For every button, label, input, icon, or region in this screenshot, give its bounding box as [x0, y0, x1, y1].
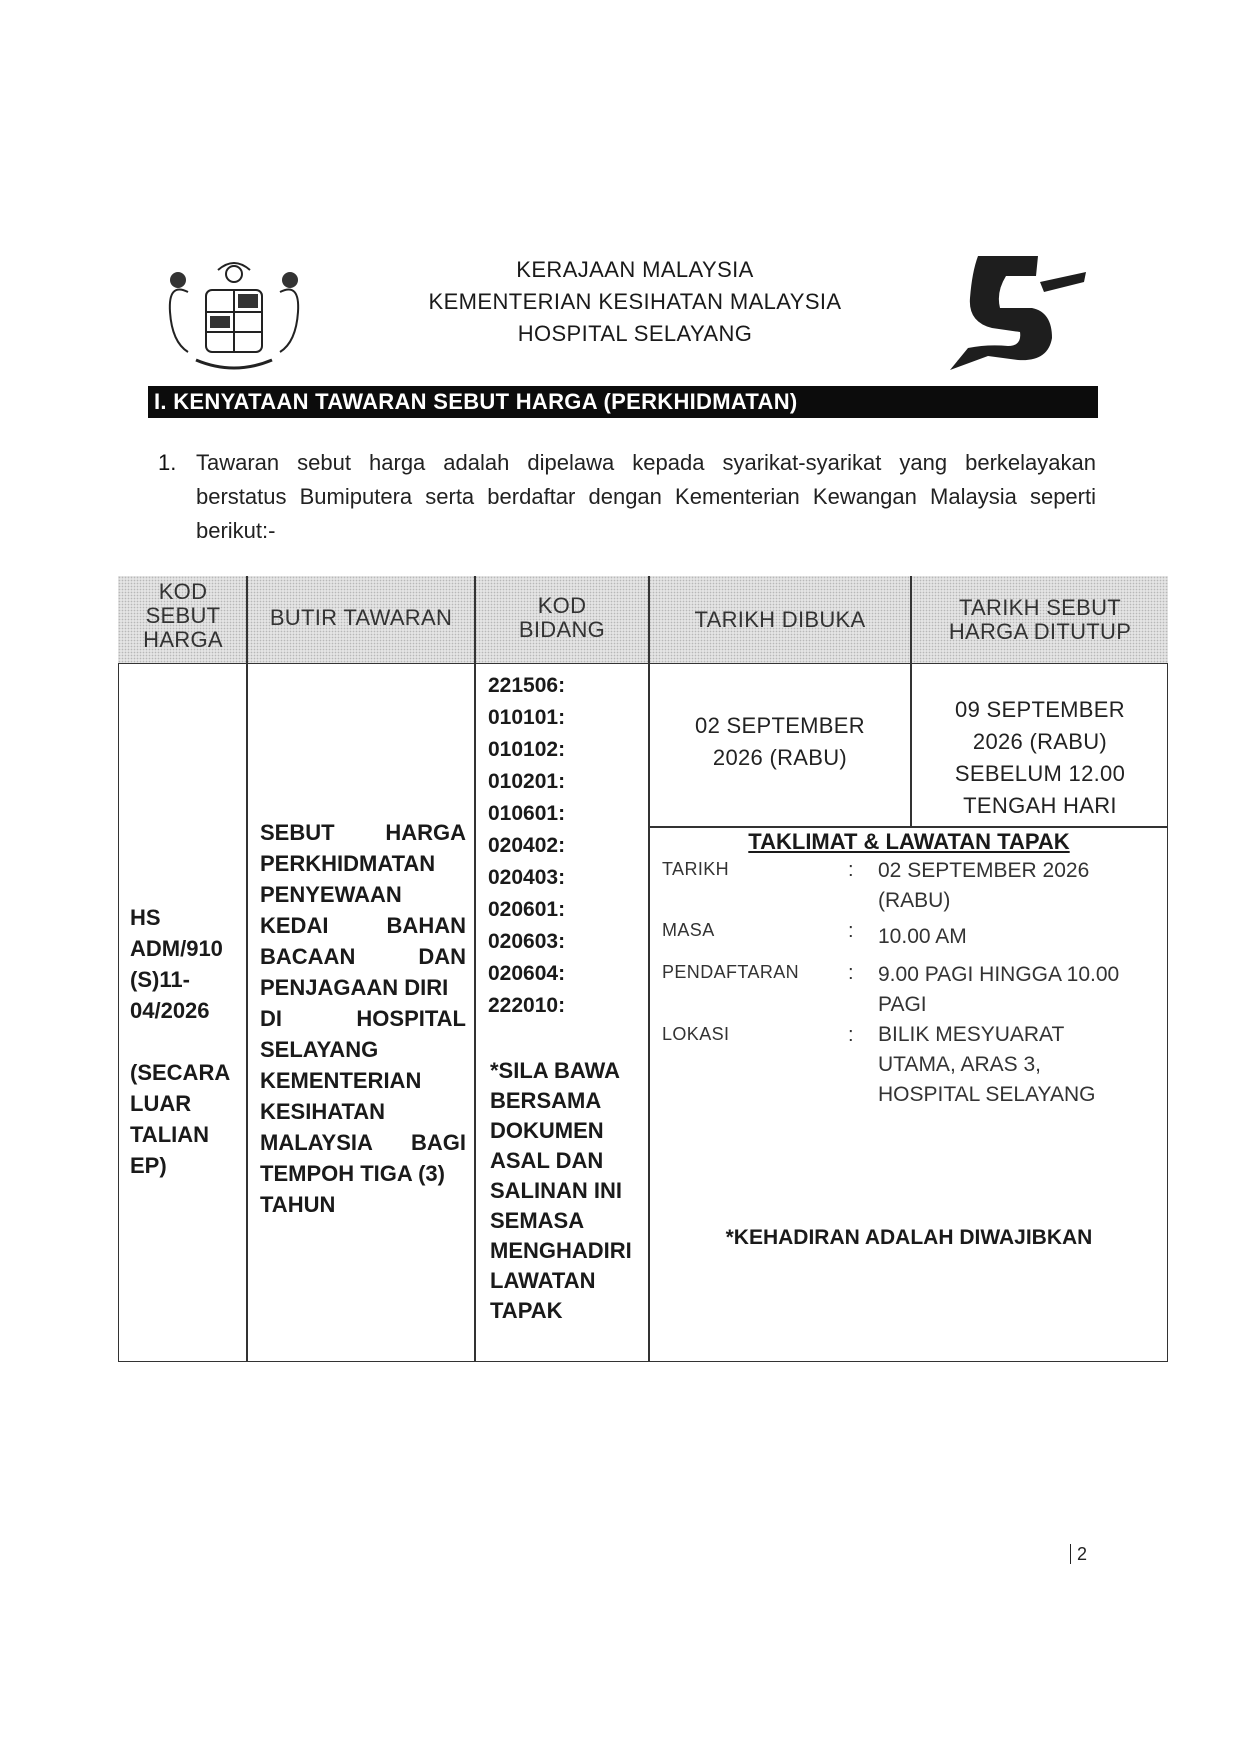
butir-tawaran-word: MALAYSIA [260, 1130, 373, 1155]
taklimat-label-tarikh: TARIKH [662, 859, 730, 879]
butir-tawaran-line [260, 941, 466, 972]
label-colon: : [848, 1024, 854, 1046]
kod-bidang-item: 020402: [488, 834, 566, 857]
note-line: DOKUMEN [490, 1118, 604, 1143]
kod-bidang-item: 221506: [488, 674, 566, 697]
date-line: SEBELUM 12.00 [954, 761, 1126, 786]
butir-tawaran-word: DAN [418, 944, 466, 969]
butir-tawaran-line [260, 1127, 466, 1158]
butir-tawaran-word: TEMPOH TIGA (3) [260, 1161, 445, 1186]
letterhead-line: KEMENTERIAN KESIHATAN MALAYSIA [428, 289, 842, 314]
kod-bidang-item: 010102: [488, 738, 566, 761]
butir-tawaran-word: BAHAN [386, 913, 466, 938]
letterhead-line: HOSPITAL SELAYANG [517, 321, 753, 346]
note-line: MENGHADIRI [490, 1238, 632, 1263]
hospital-selayang-logo [948, 252, 1088, 372]
butir-tawaran-cell [260, 817, 466, 1220]
note-line: BERSAMA [490, 1088, 602, 1113]
butir-tawaran-line [260, 879, 466, 910]
value-line: 02 SEPTEMBER 2026 [878, 859, 1090, 882]
date-line: 02 SEPTEMBER [695, 713, 865, 738]
header-text: SEBUT [145, 603, 221, 628]
taklimat-value-lokasi [878, 1020, 1095, 1110]
note-line: SEMASA [490, 1208, 585, 1233]
note-line: TAPAK [490, 1298, 563, 1323]
cell-line: ADM/910 [130, 936, 223, 961]
butir-tawaran-line [260, 817, 466, 848]
butir-tawaran-line [260, 1034, 466, 1065]
butir-tawaran-word: PENJAGAAN DIRI [260, 975, 449, 1000]
label-colon: : [848, 920, 854, 942]
taklimat-value-pendaftaran [878, 960, 1119, 1020]
header-text: HARGA [143, 627, 223, 652]
butir-tawaran-line [260, 848, 466, 879]
cell-line: (SECARA [130, 1060, 231, 1085]
butir-tawaran-word: BAGI [411, 1130, 466, 1155]
header-text: BUTIR TAWARAN [269, 605, 453, 630]
butir-tawaran-word: KESIHATAN [260, 1099, 386, 1124]
label-colon: : [848, 859, 854, 881]
value-line: UTAMA, ARAS 3, [878, 1053, 1041, 1076]
tarikh-dibuka-cell [650, 710, 910, 774]
cell-line: LUAR [130, 1091, 192, 1116]
date-line: 2026 (RABU) [712, 745, 848, 770]
taklimat-label-lokasi: LOKASI [662, 1024, 730, 1044]
taklimat-label-pendaftaran: PENDAFTARAN [662, 962, 800, 982]
header-text: KOD [158, 579, 208, 604]
header-butir-tawaran [248, 606, 474, 630]
value-line: BILIK MESYUARAT [878, 1023, 1065, 1046]
header-text: BIDANG [518, 617, 606, 642]
butir-tawaran-word: PENYEWAAN [260, 882, 402, 907]
cell-spacer [130, 1026, 244, 1057]
kod-bidang-item: 020601: [488, 898, 566, 921]
header-text: HARGA DITUTUP [948, 619, 1132, 644]
butir-tawaran-line [260, 910, 466, 941]
page-number-text: 2 [1070, 1544, 1087, 1564]
kod-bidang-item: 020603: [488, 930, 566, 953]
value-line: (RABU) [878, 889, 951, 912]
paragraph-number: 1. [158, 450, 177, 475]
cell-line: HS [130, 905, 161, 930]
value-line: PAGI [878, 993, 927, 1016]
butir-tawaran-word: BACAAN [260, 944, 356, 969]
kod-bidang-item: 010601: [488, 802, 566, 825]
kod-bidang-item: 010101: [488, 706, 566, 729]
row-divider [648, 826, 1168, 828]
note-line: ASAL DAN [490, 1148, 604, 1173]
kehadiran-note: *KEHADIRAN ADALAH DIWAJIBKAN [725, 1226, 1093, 1249]
butir-tawaran-line [260, 1158, 466, 1189]
kod-bidang-note [490, 1056, 646, 1326]
header-text: KOD [537, 593, 587, 618]
butir-tawaran-line [260, 1003, 466, 1034]
butir-tawaran-word: KEMENTERIAN [260, 1068, 422, 1093]
butir-tawaran-line [260, 972, 466, 1003]
taklimat-value-masa [878, 922, 967, 952]
butir-tawaran-word: KEDAI [260, 913, 329, 938]
date-line: 09 SEPTEMBER [955, 697, 1125, 722]
kod-bidang-item: 222010: [488, 994, 566, 1017]
butir-tawaran-word: HARGA [385, 820, 466, 845]
cell-line: (S)11- [130, 967, 190, 992]
taklimat-value-tarikh [878, 856, 1089, 916]
butir-tawaran-line [260, 1065, 466, 1096]
kod-bidang-item: 010201: [488, 770, 566, 793]
note-line: *SILA BAWA [490, 1058, 620, 1083]
letterhead [330, 254, 940, 350]
kod-bidang-item: 020403: [488, 866, 566, 889]
butir-tawaran-line [260, 1189, 466, 1220]
column-divider [246, 576, 248, 1362]
section-title: I. KENYATAAN TAWARAN SEBUT HARGA (PERKHIDMATAN) [148, 386, 1098, 418]
butir-tawaran-word: SELAYANG [260, 1037, 379, 1062]
taklimat-label-masa: MASA [662, 920, 715, 940]
cell-line: TALIAN [130, 1122, 210, 1147]
header-text: TARIKH DIBUKA [694, 607, 866, 632]
header-tarikh-ditutup [912, 596, 1168, 644]
header-tarikh-dibuka [650, 608, 910, 632]
paragraph-text: Tawaran sebut harga adalah dipelawa kepada syarikat-syarikat yang berkelayakan berstatus Bumiputera serta berdaftar dengan Kementerian Kewangan Malaysia seperti berikut:- [196, 450, 1096, 543]
kod-bidang-cell [488, 670, 646, 1022]
butir-tawaran-word: HOSPITAL [356, 1006, 466, 1031]
column-divider [474, 576, 476, 1362]
note-line: LAWATAN [490, 1268, 596, 1293]
value-line: 9.00 PAGI HINGGA 10.00 [878, 963, 1120, 986]
header-kod-bidang [476, 594, 648, 642]
header-text: TARIKH SEBUT [958, 595, 1122, 620]
label-colon: : [848, 962, 854, 984]
value-line: 10.00 AM [878, 925, 967, 948]
header-kod-sebut-harga [120, 580, 246, 652]
taklimat-title: TAKLIMAT & LAWATAN TAPAK [748, 829, 1070, 854]
date-line: 2026 (RABU) [972, 729, 1108, 754]
kod-bidang-item: 020604: [488, 962, 566, 985]
butir-tawaran-line [260, 1096, 466, 1127]
butir-tawaran-word: SEBUT [260, 820, 335, 845]
letterhead-line: KERAJAAN MALAYSIA [516, 257, 754, 282]
cell-line: 04/2026 [130, 998, 210, 1023]
date-line: TENGAH HARI [963, 793, 1117, 818]
kod-sebut-harga-cell [130, 902, 244, 1181]
butir-tawaran-word: PERKHIDMATAN [260, 851, 436, 876]
tarikh-ditutup-cell [912, 694, 1168, 822]
cell-line: EP) [130, 1153, 167, 1178]
malaysia-coat-of-arms-logo [148, 252, 320, 378]
note-line: SALINAN INI [490, 1178, 622, 1203]
value-line: HOSPITAL SELAYANG [878, 1083, 1096, 1106]
butir-tawaran-word: TAHUN [260, 1192, 336, 1217]
butir-tawaran-word: DI [260, 1006, 282, 1031]
page-number [1070, 1544, 1087, 1565]
